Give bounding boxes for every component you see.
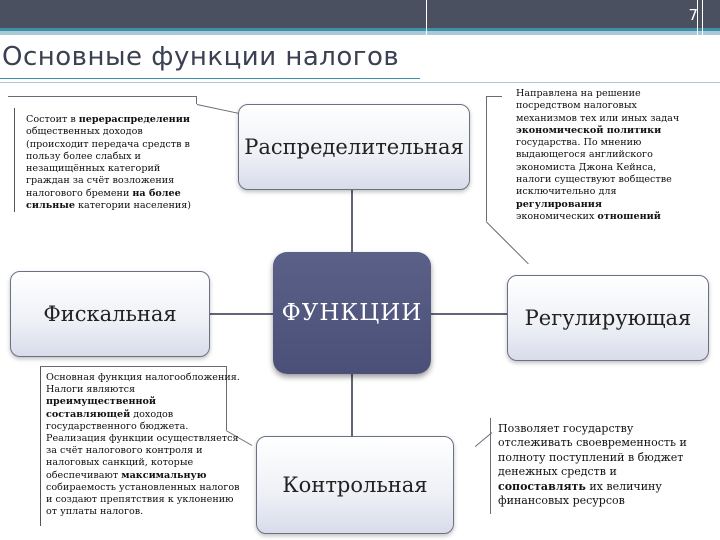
page-number: 7 bbox=[688, 6, 698, 24]
note-distributive: Состоит в перераспределении общественных доходов (происходит передача средств в пользу более слабых и незащищённых категорий граждан за счёт возложения налогового бремени на более сильные категории населения) bbox=[26, 114, 192, 212]
note-line bbox=[8, 96, 196, 97]
box-regulating-label: Регулирующая bbox=[524, 306, 692, 330]
note-line bbox=[197, 104, 242, 115]
note-line bbox=[486, 96, 502, 97]
header-bar bbox=[0, 0, 720, 28]
box-fiscal bbox=[10, 271, 210, 357]
slide-title: Основные функции налогов bbox=[2, 42, 400, 72]
header-divider bbox=[426, 0, 427, 44]
title-underline-light bbox=[0, 82, 720, 83]
note-regulating: Направлена на решение посредством налоговых механизмов тех или иных задач экономической политики государства. По мнению выдающегося английского экономиста Джона Кейнса, налоги существуют вобществе исключительно для регулирования экономических отношений bbox=[516, 88, 680, 222]
box-regulating bbox=[507, 275, 709, 361]
note-line bbox=[486, 221, 529, 264]
box-distributive-label: Распределительная bbox=[244, 135, 464, 159]
box-fiscal-label: Фискальная bbox=[43, 302, 177, 326]
center-box bbox=[273, 252, 431, 374]
box-distributive bbox=[238, 104, 470, 190]
note-fiscal: Основная функция налогообложения. Налоги являются преимущественной составляющей доходов государственного бюджета. Реализация функции осуществляется за счёт налогового контроля и налоговых санкций, которые обеспечивают максимальную собираемость установленных налогов и создают препятствия к уклонению от уплаты налогов. bbox=[46, 372, 240, 518]
connector-right bbox=[431, 313, 507, 315]
note-bracket bbox=[40, 366, 41, 526]
header-light-line bbox=[0, 31, 720, 35]
note-bracket bbox=[14, 108, 15, 212]
connector-left bbox=[208, 313, 273, 315]
box-control bbox=[256, 436, 454, 534]
note-control: Позволяет государству отслеживать своевременность и полноту поступлений в бюджет денежных средств и сопоставлять их величину финансовых ресурсов bbox=[498, 422, 687, 508]
note-line bbox=[40, 366, 226, 367]
box-control-label: Контрольная bbox=[282, 473, 428, 497]
center-label: ФУНКЦИИ bbox=[281, 300, 423, 326]
note-line bbox=[486, 96, 487, 221]
header-divider bbox=[702, 0, 703, 44]
title-underline bbox=[0, 78, 420, 79]
connector-bottom bbox=[351, 374, 353, 436]
connector-top bbox=[351, 188, 353, 252]
note-line bbox=[196, 96, 197, 104]
